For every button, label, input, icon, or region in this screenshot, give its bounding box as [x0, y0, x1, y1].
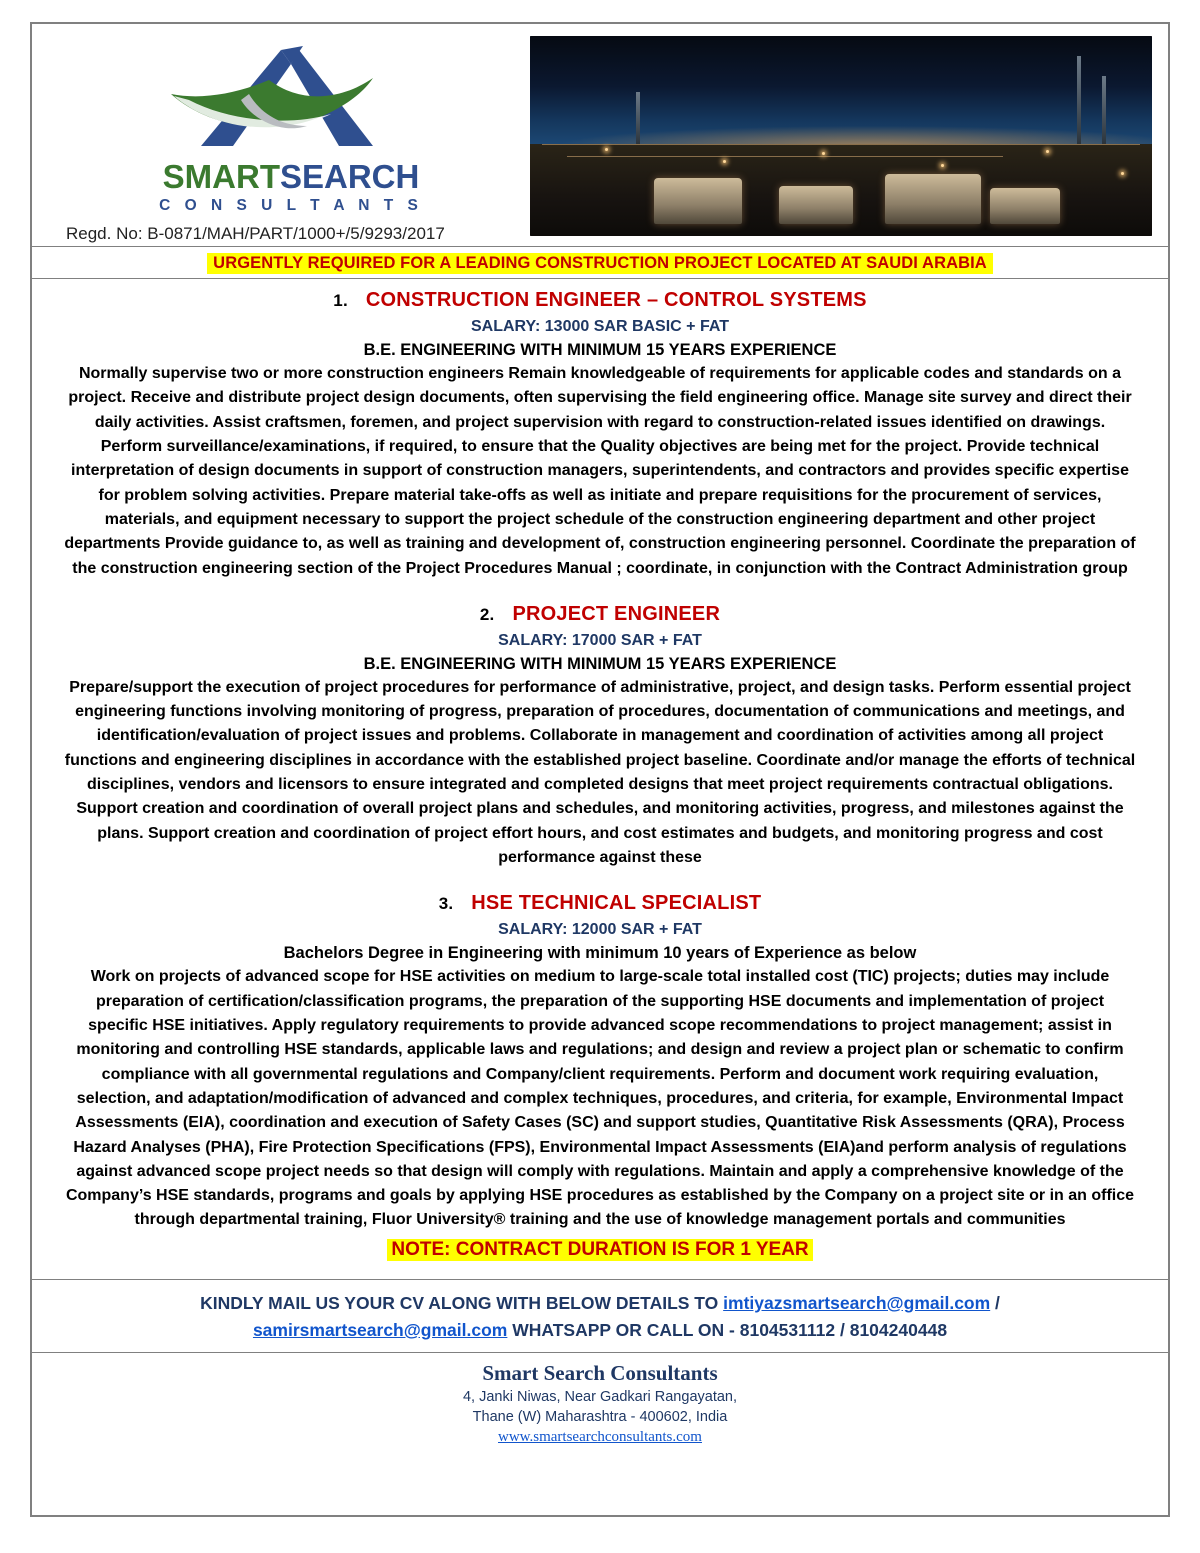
job-qualification: B.E. ENGINEERING WITH MINIMUM 15 YEARS EXPERIENCE — [363, 654, 837, 673]
logo-wordmark — [66, 160, 516, 193]
job-listings — [32, 279, 1168, 1267]
banner-stack — [1077, 56, 1081, 144]
contact-phone-text: WHATSAPP OR CALL ON - 8104531112 / 8104240448 — [507, 1319, 948, 1340]
refinery-banner-image — [530, 36, 1152, 236]
contract-note-row — [64, 1239, 1136, 1261]
email-link-secondary[interactable]: samirsmartsearch@gmail.com — [252, 1319, 508, 1340]
job-number: 2. — [479, 604, 495, 624]
banner-storage-tank — [779, 186, 853, 224]
email-link-primary[interactable]: imtiyazsmartsearch@gmail.com — [723, 1292, 991, 1313]
banner-light — [941, 164, 944, 167]
job-title: HSE TECHNICAL SPECIALIST — [471, 892, 762, 915]
job-entry — [64, 603, 1136, 871]
contract-note: NOTE: CONTRACT DURATION IS FOR 1 YEAR — [387, 1239, 812, 1261]
banner-stack — [636, 92, 640, 144]
job-qualification: B.E. ENGINEERING WITH MINIMUM 15 YEARS EXPERIENCE — [363, 341, 837, 359]
job-number: 1. — [333, 291, 348, 310]
job-salary: SALARY: 12000 SAR + FAT — [498, 921, 702, 939]
headline-row — [32, 247, 1168, 279]
contact-separator: / — [990, 1292, 1000, 1313]
job-description: Prepare/support the execution of project procedures for performance of administrative, project, and design tasks. Perform essential project engineering functions involving monitoring of progress, preparation of procedures, documentation of communications and meetings, and identification/evaluation of project issues and problems. Collaborate in management and coordination of activities among all project functions and engineering disciplines in accordance with the established project baseline. Coordinate and/or manage the efforts of technical disciplines, vendors and licensors to ensure integrated and completed designs that meet project requirements contractual obligations. Support creation and coordination of overall project plans and schedules, and monitoring activities, progress, and milestones against the plans. Support creation and coordination of project effort hours, and cost estimates and budgets, and monitoring progress and cost performance against these — [64, 678, 1136, 866]
banner-storage-tank — [654, 178, 742, 224]
contact-instructions — [32, 1279, 1168, 1352]
footer-website-link[interactable]: www.smartsearchconsultants.com — [498, 1429, 702, 1446]
job-title: PROJECT ENGINEER — [512, 602, 721, 625]
banner-lightline — [542, 144, 1139, 145]
logo-word-search: SEARCH — [279, 158, 420, 195]
job-salary: SALARY: 13000 SAR BASIC + FAT — [471, 318, 729, 335]
document-header — [32, 24, 1168, 247]
banner-storage-tank — [885, 174, 981, 224]
banner-storage-tank — [990, 188, 1060, 224]
job-salary: SALARY: 17000 SAR + FAT — [498, 631, 702, 649]
company-logo-block — [36, 30, 516, 246]
job-title: CONSTRUCTION ENGINEER – CONTROL SYSTEMS — [365, 289, 867, 311]
smart-search-logo-icon — [141, 34, 441, 162]
document-frame — [30, 22, 1170, 1517]
job-qualification: Bachelors Degree in Engineering with minimum 10 years of Experience as below — [283, 944, 917, 963]
banner-lightline — [567, 156, 1002, 157]
job-number: 3. — [438, 894, 454, 914]
logo-word-smart: SMART — [162, 158, 280, 195]
registration-number: Regd. No: B-0871/MAH/PART/1000+/5/9293/2017 — [66, 224, 445, 243]
banner-stack — [1102, 76, 1106, 144]
job-title-line — [64, 892, 1136, 915]
headline-banner-text: URGENTLY REQUIRED FOR A LEADING CONSTRUCTION PROJECT LOCATED AT SAUDI ARABIA — [207, 253, 993, 274]
footer-company-name: Smart Search Consultants — [482, 1361, 718, 1385]
spacer — [64, 581, 1136, 603]
footer-address-line-2: Thane (W) Maharashtra - 400602, India — [472, 1408, 728, 1425]
spacer — [64, 870, 1136, 892]
banner-light — [723, 160, 726, 163]
banner-light — [605, 148, 608, 151]
contact-prefix: KINDLY MAIL US YOUR CV ALONG WITH BELOW DETAILS TO — [200, 1292, 724, 1313]
job-entry — [64, 892, 1136, 1232]
job-description: Normally supervise two or more construction engineers Remain knowledgeable of requirements for applicable codes and standards on a project. Receive and distribute project design documents, often supervising the field engineering office. Manage site survey and direct their daily activities. Assist craftsmen, foremen, and project supervision with regard to construction-related issues identified on drawings. Perform surveillance/examinations, if required, to ensure that the Quality objectives are being met for the project. Provide technical interpretation of design documents in support of construction managers, superintendents, and contractors and provides specific expertise for problem solving activities. Prepare material take-offs as well as initiate and prepare requisitions for the procurement of services, materials, and equipment necessary to support the project schedule of the construction engineering department and other project departments Provide guidance to, as well as training and development of, construction engineering personnel. Coordinate the preparation of the construction engineering section of the Project Procedures Manual ; coordinate, in conjunction with the Contract Administration group — [64, 365, 1136, 577]
job-title-line — [64, 603, 1136, 626]
footer-address-line-1: 4, Janki Niwas, Near Gadkari Rangayatan, — [462, 1389, 738, 1405]
job-entry — [64, 289, 1136, 581]
job-description: Work on projects of advanced scope for HSE activities on medium to large-scale total installed cost (TIC) projects; duties may include preparation of certification/classification programs, the preparation of the supporting HSE documents and implementation of project specific HSE initiatives. Apply regulatory requirements to provide advanced scope recommendations to project management; assist in monitoring and controlling HSE standards, applicable laws and regulations; and design and review a project plan or schematic to confirm compliance with all governmental regulations and Company/client requirements. Perform and document work requiring evaluation, selection, and adaptation/modification of advanced and complex techniques, procedures, and criteria, for example, Environmental Impact Assessments (EIA), coordination and execution of Safety Cases (SC) and support studies, Quantitative Risk Assessments (QRA), Process Hazard Analyses (PHA), Fire Protection Specifications (FPS), Environmental Impact Assessments (EIA)and perform analysis of regulations against advanced scope project needs so that design will comply with regulations. Maintain and apply a comprehensive knowledge of the Company’s HSE standards, programs and goals by applying HSE procedures as established by the Company on a project site or in an office through departmental training, Fluor University® training and the use of knowledge management portals and communities — [65, 968, 1135, 1229]
banner-light — [1121, 172, 1124, 175]
logo-subtitle: C O N S U L T A N T S — [159, 197, 423, 214]
document-footer — [32, 1352, 1168, 1460]
job-title-line — [64, 289, 1136, 312]
